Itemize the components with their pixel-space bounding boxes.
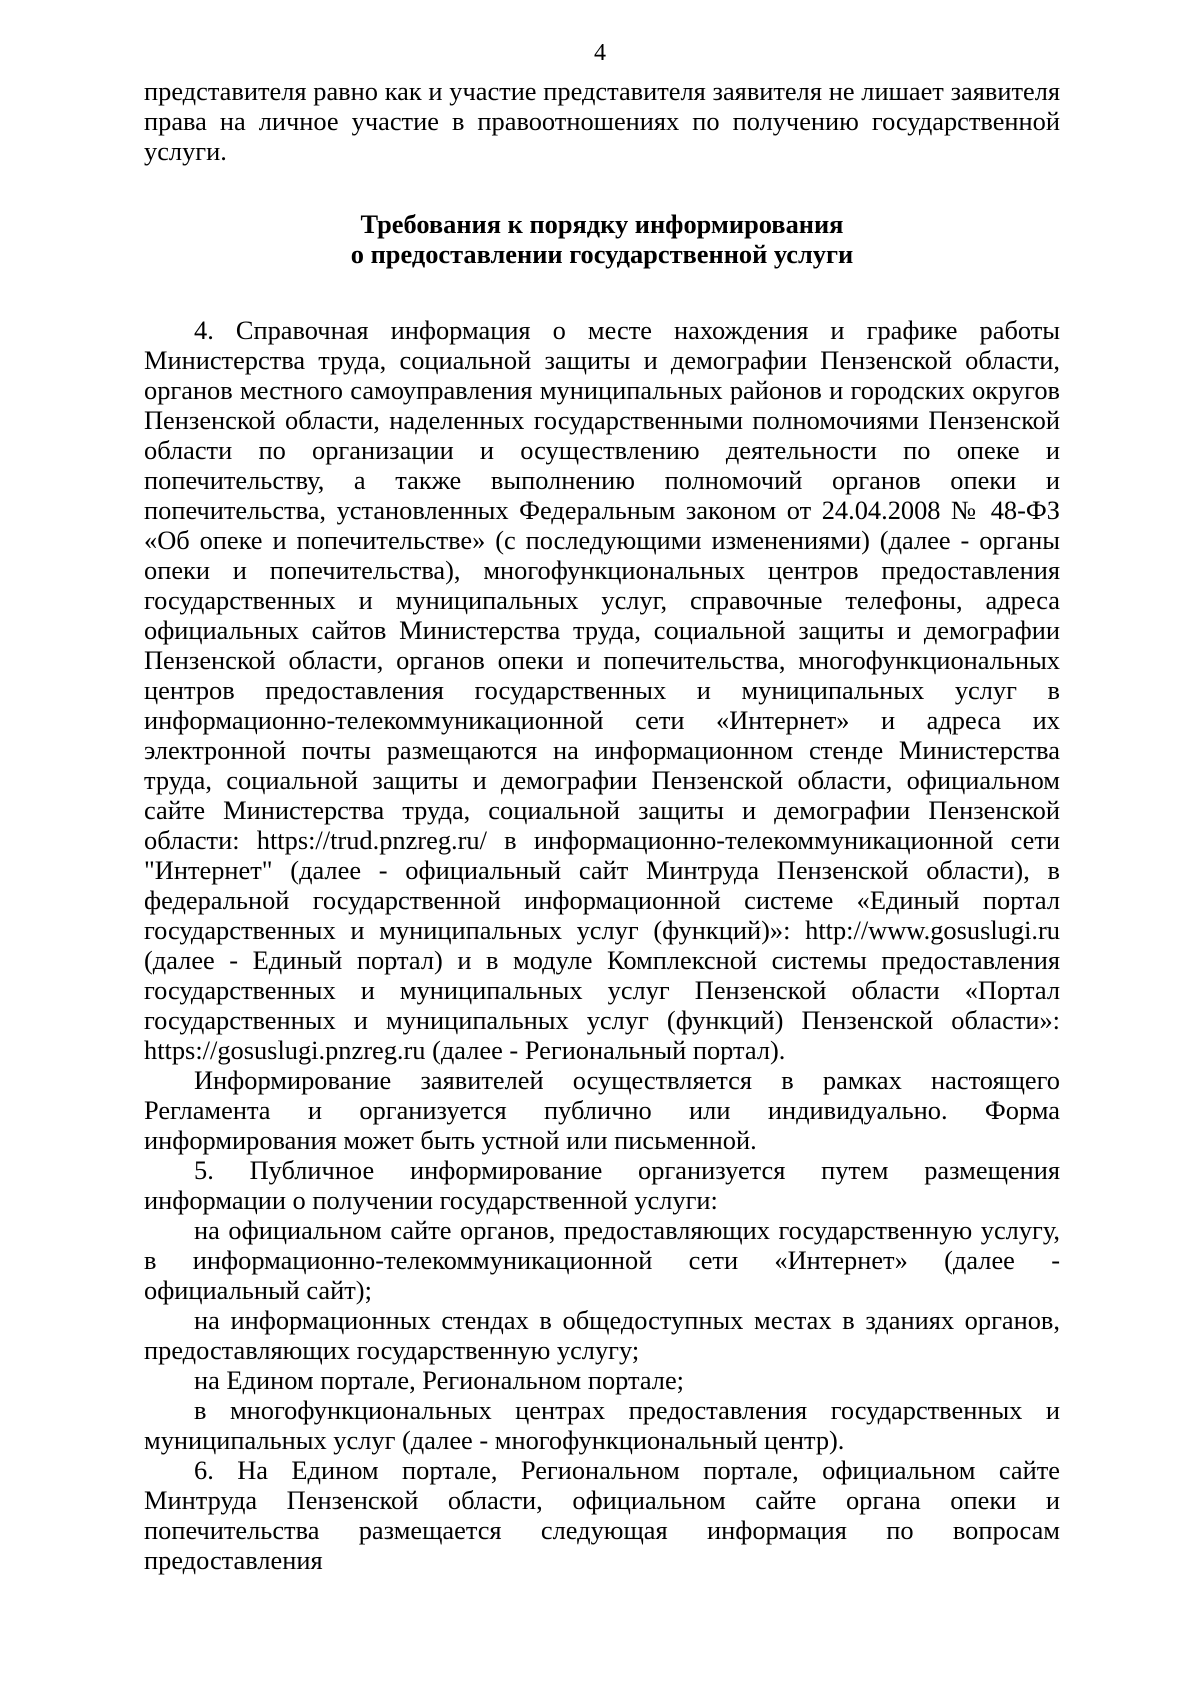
list-item-info-stands: на информационных стендах в общедоступных местах в зданиях органов, предоставляющих государственную услугу; [144,1305,1060,1365]
paragraph-5-public-informing: 5. Публичное информирование организуется путем размещения информации о получении государственной услуги: [144,1155,1060,1215]
document-body [144,76,1060,1575]
list-item-portals: на Едином портале, Региональном портале; [194,1365,685,1395]
list-item-mfc: в многофункциональных центрах предоставления государственных и муниципальных услуг (далее - многофункциональный центр). [144,1395,1060,1455]
section-heading-line-2: о предоставлении государственной услуги [350,239,854,269]
section-heading [144,209,1060,269]
section-heading-line-1: Требования к порядку информирования [360,209,844,239]
paragraph-6-portal-info: 6. На Едином портале, Региональном портале, официальном сайте Минтруда Пензенской области, официальном сайте органа опеки и попечительства размещается следующая информация по вопросам предоставления [144,1455,1060,1575]
intro-paragraph: представителя равно как и участие представителя заявителя не лишает заявителя права на личное участие в правоотношениях по получению государственной услуги. [144,76,1060,166]
paragraph-informing-forms: Информирование заявителей осуществляется в рамках настоящего Регламента и организуется публично или индивидуально. Форма информирования может быть устной или письменной. [144,1065,1060,1155]
paragraph-4-reference-info: 4. Справочная информация о месте нахождения и графике работы Министерства труда, социальной защиты и демографии Пензенской области, органов местного самоуправления муниципальных районов и городских округов Пензенской области, наделенных государственными полномочиями Пензенской области по организации и осуществлению деятельности по опеке и попечительству, а также выполнению полномочий органов опеки и попечительства, установленных Федеральным законом от 24.04.2008 № 48-ФЗ «Об опеке и попечительстве» (с последующими изменениями) (далее - органы опеки и попечительства), многофункциональных центров предоставления государственных и муниципальных услуг, справочные телефоны, адреса официальных сайтов Министерства труда, социальной защиты и демографии Пензенской области, органов опеки и попечительства, многофункциональных центров предоставления государственных и муниципальных услуг в информационно-телекоммуникационной сети «Интернет» и адреса их электронной почты размещаются на информационном стенде Министерства труда, социальной защиты и демографии Пензенской области, официальном сайте Министерства труда, социальной защиты и демографии Пензенской области: https://trud.pnzreg.ru/ в информационно-телекоммуникационной сети "Интернет" (далее - официальный сайт Минтруда Пензенской области), в федеральной государственной информационной системе «Единый портал государственных и муниципальных услуг (функций)»: http://www.gosuslugi.ru (далее - Единый портал) и в модуле Комплексной системы предоставления государственных и муниципальных услуг Пензенской области «Портал государственных и муниципальных услуг (функций) Пензенской области»: https://gosuslugi.pnzreg.ru (далее - Региональный портал). [144,315,1060,1065]
list-item-official-site: на официальном сайте органов, предоставляющих государственную услугу, в информационно-телекоммуникационной сети «Интернет» (далее - официальный сайт); [144,1215,1060,1305]
page-number: 4 [594,40,606,66]
